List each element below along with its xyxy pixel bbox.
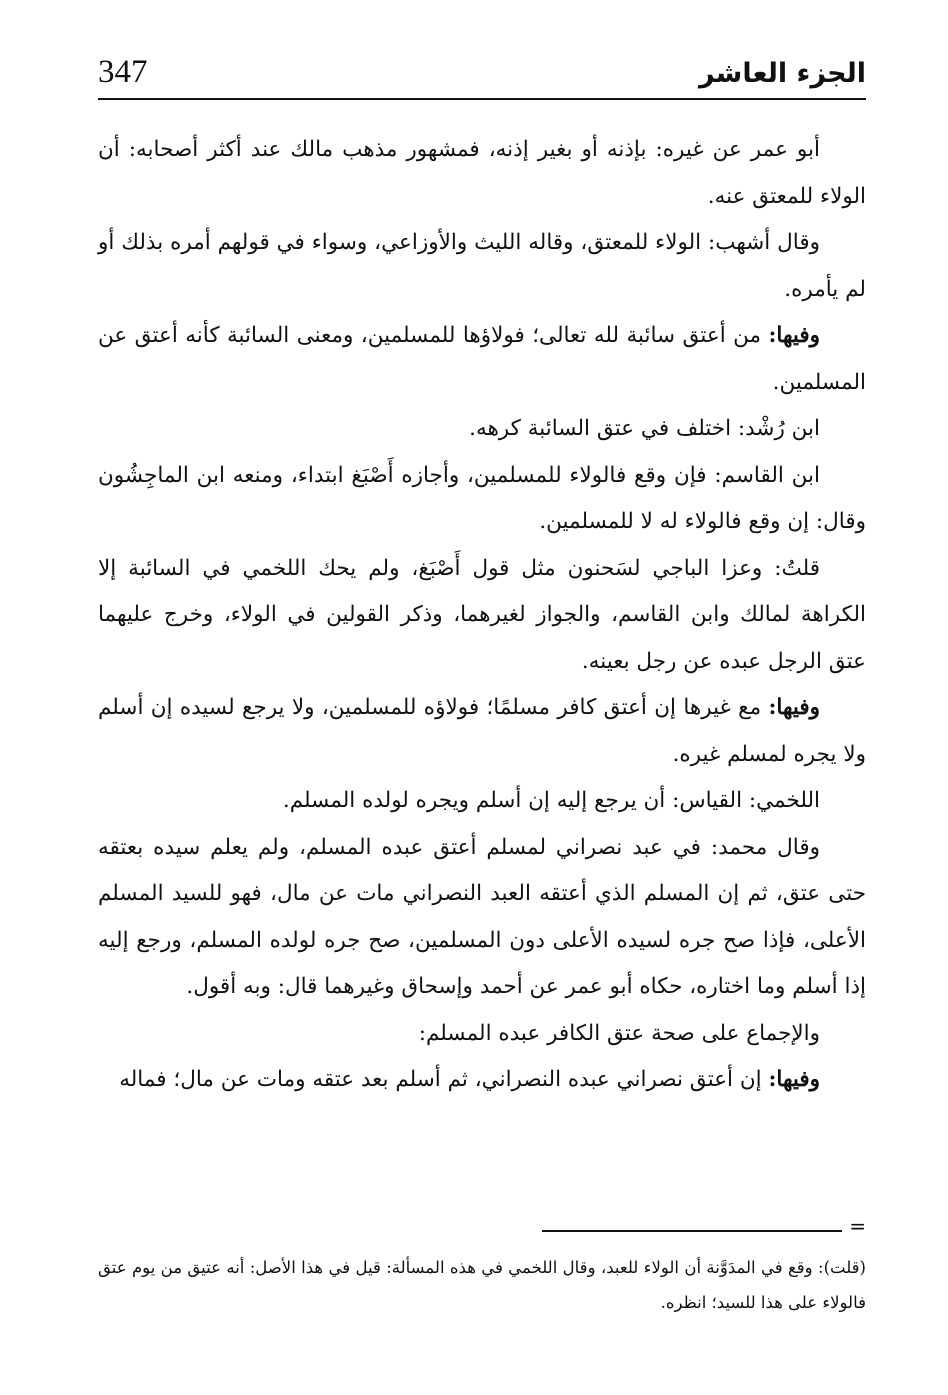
- running-title: الجزء العاشر: [699, 58, 866, 89]
- paragraph: [98, 453, 866, 546]
- paragraph-lead: وفيها:: [768, 695, 820, 720]
- paragraph-text: ابن رُشْد: اختلف في عتق السائبة كرهه.: [469, 416, 820, 441]
- footnote-text: (قلت): وقع في المدَوَّنة أن الولاء للعبد، وقال اللخمي في هذه المسألة: قيل في هذا الأصل: أنه عتيق من يوم عتق فالولاء على هذا للسيد؛ انظره.: [98, 1258, 866, 1312]
- paragraph-text: وقال أشهب: الولاء للمعتق، وقاله الليث والأوزاعي، وسواء في قولهم أمره بذلك أو لم يأمره.: [98, 230, 866, 302]
- footnote: [98, 1250, 866, 1320]
- paragraph-text: اللخمي: القياس: أن يرجع إليه إن أسلم ويجره لولده المسلم.: [282, 788, 820, 813]
- paragraph: [98, 220, 866, 313]
- paragraph-text: والإجماع على صحة عتق الكافر عبده المسلم:: [418, 1020, 820, 1046]
- paragraph: [98, 1011, 866, 1058]
- continuation-mark: =: [849, 1214, 866, 1238]
- paragraph: [98, 406, 866, 453]
- main-text: [98, 127, 866, 1104]
- paragraph-text: من أعتق سائبة لله تعالى؛ فولاؤها للمسلمين، ومعنى السائبة كأنه أعتق عن المسلمين.: [98, 323, 866, 395]
- paragraph-text: ابن القاسم: فإن وقع فالولاء للمسلمين، وأجازه أَصْبَغ ابتداء، ومنعه ابن الماجِشُون وقال: إن وقع فالولاء له لا للمسلمين.: [98, 462, 866, 534]
- paragraph-text: قلتُ: وعزا الباجي لسَحنون مثل قول أَصْبَغ، ولم يحك اللخمي في السائبة إلا الكراهة لمالك وابن القاسم، والجواز لغيرهما، وذكر القولين في الولاء، وخرج عليهما عتق الرجل عبده عن رجل بعينه.: [98, 555, 866, 674]
- paragraph-lead: وفيها:: [768, 1067, 820, 1092]
- page-header: [98, 52, 866, 100]
- footnote-separator: [536, 1214, 866, 1240]
- paragraph: [98, 778, 866, 825]
- paragraph: [98, 127, 866, 220]
- paragraph: [98, 546, 866, 686]
- paragraph: [98, 313, 866, 406]
- paragraph-text: وقال محمد: في عبد نصراني لمسلم أعتق عبده المسلم، ولم يعلم سيده بعتقه حتى عتق، ثم إن المسلم الذي أعتقه العبد النصراني مات عن مال، فهو للسيد المسلم الأعلى، فإذا صح جره لسيده الأعلى دون المسلمين، صح جره لولده المسلم، ورجع إليه إذا أسلم وما اختاره، حكاه أبو عمر عن أحمد وإسحاق وغيرهما قال: وبه أقول.: [98, 834, 866, 999]
- paragraph-text: أبو عمر عن غيره: بإذنه أو بغير إذنه، فمشهور مذهب مالك عند أكثر أصحابه: أن الولاء للمعتق عنه.: [98, 137, 866, 209]
- paragraph-lead: وفيها:: [768, 323, 820, 348]
- page-number: 347: [98, 54, 148, 90]
- paragraph-text: مع غيرها إن أعتق كافر مسلمًا؛ فولاؤه للمسلمين، ولا يرجع لسيده إن أسلم ولا يجره لمسلم غيره.: [98, 695, 866, 767]
- paragraph: [98, 685, 866, 778]
- paragraph: [98, 825, 866, 1011]
- separator-rule: [542, 1230, 842, 1232]
- paragraph: [98, 1057, 866, 1104]
- paragraph-text: إن أعتق نصراني عبده النصراني، ثم أسلم بعد عتقه ومات عن مال؛ فماله: [119, 1067, 769, 1092]
